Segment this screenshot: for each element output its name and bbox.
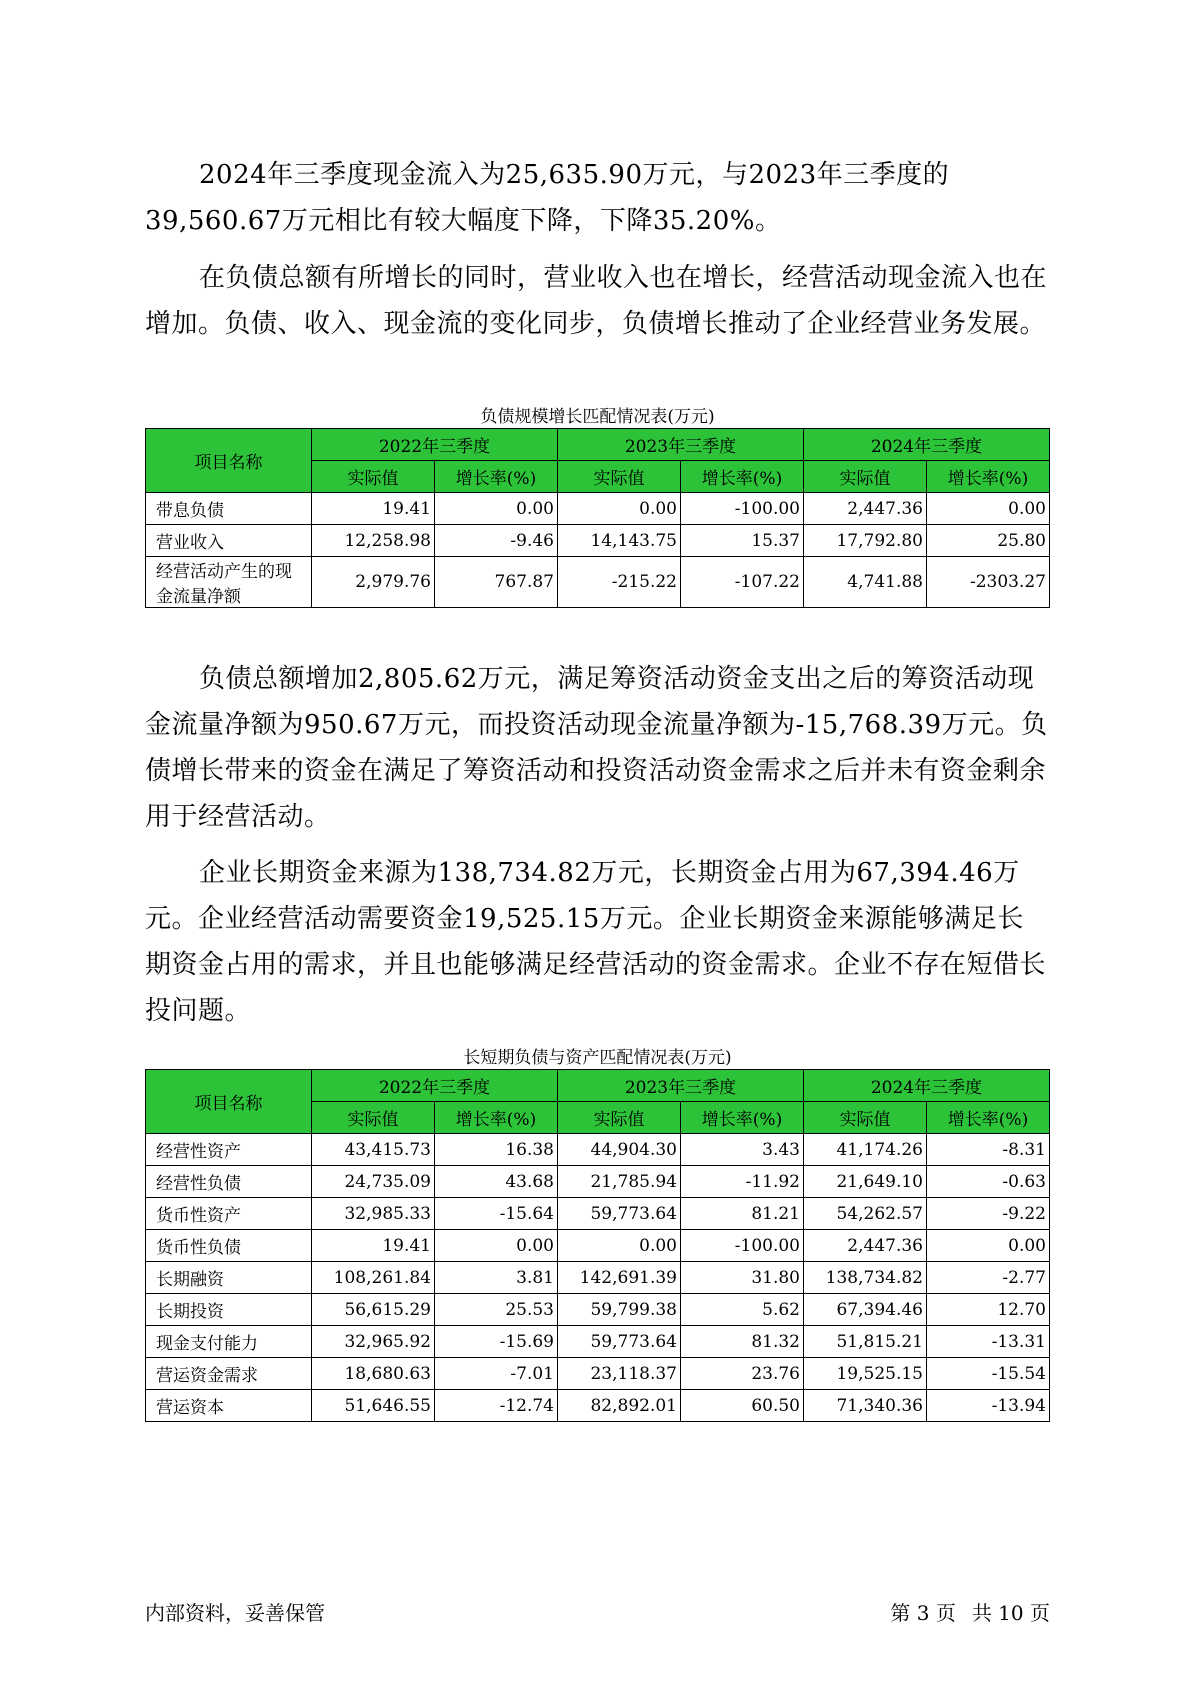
actual-value-cell: 32,985.33 xyxy=(312,1198,435,1230)
paragraph-long-term-funds: 企业长期资金来源为138,734.82万元，长期资金占用为67,394.46万元。企业经营活动需要资金19,525.15万元。企业长期资金来源能够满足长期资金占用的需求，并且也能够满足经营活动的资金需求。企业不存在短借长投问题。 xyxy=(145,858,1047,1026)
actual-value-cell: 19,525.15 xyxy=(804,1358,927,1390)
actual-value-cell: 108,261.84 xyxy=(312,1262,435,1294)
growth-rate-cell: 15.37 xyxy=(681,525,804,557)
row-name-cell: 带息负债 xyxy=(146,493,312,525)
header-growth: 增长率(%) xyxy=(435,1102,558,1134)
actual-value-cell: 59,773.64 xyxy=(558,1198,681,1230)
growth-rate-cell: 25.80 xyxy=(927,525,1050,557)
footer-page-number xyxy=(890,1597,1050,1626)
growth-rate-cell: -15.69 xyxy=(435,1326,558,1358)
actual-value-cell: 51,646.55 xyxy=(312,1390,435,1422)
actual-value-cell: 138,734.82 xyxy=(804,1262,927,1294)
growth-rate-cell: 0.00 xyxy=(435,1230,558,1262)
growth-rate-cell: 0.00 xyxy=(927,493,1050,525)
header-actual: 实际值 xyxy=(558,461,681,493)
row-name-cell: 营运资金需求 xyxy=(146,1358,312,1390)
table2-caption: 长短期负债与资产匹配情况表(万元) xyxy=(463,1048,732,1068)
actual-value-cell: 14,143.75 xyxy=(558,525,681,557)
header-period-2022: 2022年三季度 xyxy=(312,429,558,461)
growth-rate-cell: 0.00 xyxy=(927,1230,1050,1262)
header-period-2024: 2024年三季度 xyxy=(804,429,1050,461)
actual-value-cell: 32,965.92 xyxy=(312,1326,435,1358)
row-name-cell: 经营活动产生的现金流量净额 xyxy=(146,557,312,608)
growth-rate-cell: -0.63 xyxy=(927,1166,1050,1198)
growth-rate-cell: -13.94 xyxy=(927,1390,1050,1422)
growth-rate-cell: 43.68 xyxy=(435,1166,558,1198)
row-name-cell: 货币性资产 xyxy=(146,1198,312,1230)
growth-rate-cell: -107.22 xyxy=(681,557,804,608)
actual-value-cell: 2,447.36 xyxy=(804,1230,927,1262)
row-name-cell: 经营性负债 xyxy=(146,1166,312,1198)
table-row xyxy=(146,1358,1050,1390)
actual-value-cell: 18,680.63 xyxy=(312,1358,435,1390)
growth-rate-cell: 81.32 xyxy=(681,1326,804,1358)
header-actual: 实际值 xyxy=(312,461,435,493)
footer-total-label: 共 10 页 xyxy=(971,1601,1050,1625)
growth-rate-cell: -9.22 xyxy=(927,1198,1050,1230)
actual-value-cell: 12,258.98 xyxy=(312,525,435,557)
paragraph-debt-growth: 在负债总额有所增长的同时，营业收入也在增长，经营活动现金流入也在增加。负债、收入、现金流的变化同步，负债增长推动了企业经营业务发展。 xyxy=(145,263,1048,339)
growth-rate-cell: 31.80 xyxy=(681,1262,804,1294)
actual-value-cell: 71,340.36 xyxy=(804,1390,927,1422)
header-period-2023: 2023年三季度 xyxy=(558,1070,804,1102)
header-growth: 增长率(%) xyxy=(927,1102,1050,1134)
actual-value-cell: 51,815.21 xyxy=(804,1326,927,1358)
growth-rate-cell: 767.87 xyxy=(435,557,558,608)
growth-rate-cell: -12.74 xyxy=(435,1390,558,1422)
actual-value-cell: 56,615.29 xyxy=(312,1294,435,1326)
table-row xyxy=(146,1294,1050,1326)
growth-rate-cell: 16.38 xyxy=(435,1134,558,1166)
growth-rate-cell: -13.31 xyxy=(927,1326,1050,1358)
table1-caption: 负债规模增长匹配情况表(万元) xyxy=(480,407,715,427)
actual-value-cell: 59,799.38 xyxy=(558,1294,681,1326)
table-row xyxy=(146,493,1050,525)
actual-value-cell: 2,447.36 xyxy=(804,493,927,525)
header-item-name: 项目名称 xyxy=(146,429,312,493)
actual-value-cell: 19.41 xyxy=(312,493,435,525)
actual-value-cell: 54,262.57 xyxy=(804,1198,927,1230)
actual-value-cell: 2,979.76 xyxy=(312,557,435,608)
header-actual: 实际值 xyxy=(804,1102,927,1134)
actual-value-cell: 21,649.10 xyxy=(804,1166,927,1198)
growth-rate-cell: 60.50 xyxy=(681,1390,804,1422)
row-name-cell: 长期投资 xyxy=(146,1294,312,1326)
header-growth: 增长率(%) xyxy=(435,461,558,493)
growth-rate-cell: -9.46 xyxy=(435,525,558,557)
actual-value-cell: 41,174.26 xyxy=(804,1134,927,1166)
actual-value-cell: 0.00 xyxy=(558,493,681,525)
header-period-2024: 2024年三季度 xyxy=(804,1070,1050,1102)
table-row xyxy=(146,1134,1050,1166)
growth-rate-cell: 5.62 xyxy=(681,1294,804,1326)
growth-rate-cell: -15.54 xyxy=(927,1358,1050,1390)
header-growth: 增长率(%) xyxy=(681,461,804,493)
row-name-cell: 现金支付能力 xyxy=(146,1326,312,1358)
growth-rate-cell: 12.70 xyxy=(927,1294,1050,1326)
actual-value-cell: 44,904.30 xyxy=(558,1134,681,1166)
growth-rate-cell: -7.01 xyxy=(435,1358,558,1390)
actual-value-cell: 59,773.64 xyxy=(558,1326,681,1358)
growth-rate-cell: -100.00 xyxy=(681,1230,804,1262)
header-actual: 实际值 xyxy=(312,1102,435,1134)
growth-rate-cell: 81.21 xyxy=(681,1198,804,1230)
row-name-cell: 长期融资 xyxy=(146,1262,312,1294)
actual-value-cell: 19.41 xyxy=(312,1230,435,1262)
actual-value-cell: 21,785.94 xyxy=(558,1166,681,1198)
row-name-cell: 经营性资产 xyxy=(146,1134,312,1166)
actual-value-cell: 43,415.73 xyxy=(312,1134,435,1166)
table-row xyxy=(146,525,1050,557)
growth-rate-cell: 3.81 xyxy=(435,1262,558,1294)
growth-rate-cell: 3.43 xyxy=(681,1134,804,1166)
header-item-name: 项目名称 xyxy=(146,1070,312,1134)
actual-value-cell: 24,735.09 xyxy=(312,1166,435,1198)
growth-rate-cell: -2303.27 xyxy=(927,557,1050,608)
growth-rate-cell: -15.64 xyxy=(435,1198,558,1230)
debt-growth-table xyxy=(145,428,1050,608)
header-period-2022: 2022年三季度 xyxy=(312,1070,558,1102)
paragraph-financing: 负债总额增加2,805.62万元，满足筹资活动资金支出之后的筹资活动现金流量净额为950.67万元，而投资活动现金流量净额为-15,768.39万元。负债增长带来的资金在满足了筹资活动和投资活动资金需求之后并未有资金剩余用于经营活动。 xyxy=(145,664,1048,832)
growth-rate-cell: -100.00 xyxy=(681,493,804,525)
header-actual: 实际值 xyxy=(804,461,927,493)
growth-rate-cell: -2.77 xyxy=(927,1262,1050,1294)
table-row xyxy=(146,557,1050,608)
growth-rate-cell: -8.31 xyxy=(927,1134,1050,1166)
header-actual: 实际值 xyxy=(558,1102,681,1134)
actual-value-cell: -215.22 xyxy=(558,557,681,608)
table-row xyxy=(146,1198,1050,1230)
growth-rate-cell: -11.92 xyxy=(681,1166,804,1198)
table-row xyxy=(146,1262,1050,1294)
actual-value-cell: 82,892.01 xyxy=(558,1390,681,1422)
table-row xyxy=(146,1326,1050,1358)
actual-value-cell: 4,741.88 xyxy=(804,557,927,608)
row-name-cell: 营业收入 xyxy=(146,525,312,557)
paragraph-cash-inflow: 2024年三季度现金流入为25,635.90万元，与2023年三季度的39,560.67万元相比有较大幅度下降，下降35.20%。 xyxy=(145,160,950,236)
actual-value-cell: 67,394.46 xyxy=(804,1294,927,1326)
growth-rate-cell: 0.00 xyxy=(435,493,558,525)
liability-asset-match-table xyxy=(145,1069,1050,1422)
row-name-cell: 货币性负债 xyxy=(146,1230,312,1262)
actual-value-cell: 17,792.80 xyxy=(804,525,927,557)
row-name-cell: 营运资本 xyxy=(146,1390,312,1422)
footer-confidential-note: 内部资料，妥善保管 xyxy=(145,1601,325,1625)
footer-page-label: 第 3 页 xyxy=(890,1601,956,1625)
actual-value-cell: 23,118.37 xyxy=(558,1358,681,1390)
growth-rate-cell: 25.53 xyxy=(435,1294,558,1326)
table-row xyxy=(146,1230,1050,1262)
table-row xyxy=(146,1390,1050,1422)
growth-rate-cell: 23.76 xyxy=(681,1358,804,1390)
actual-value-cell: 0.00 xyxy=(558,1230,681,1262)
table-row xyxy=(146,1166,1050,1198)
header-growth: 增长率(%) xyxy=(927,461,1050,493)
header-period-2023: 2023年三季度 xyxy=(558,429,804,461)
header-growth: 增长率(%) xyxy=(681,1102,804,1134)
actual-value-cell: 142,691.39 xyxy=(558,1262,681,1294)
